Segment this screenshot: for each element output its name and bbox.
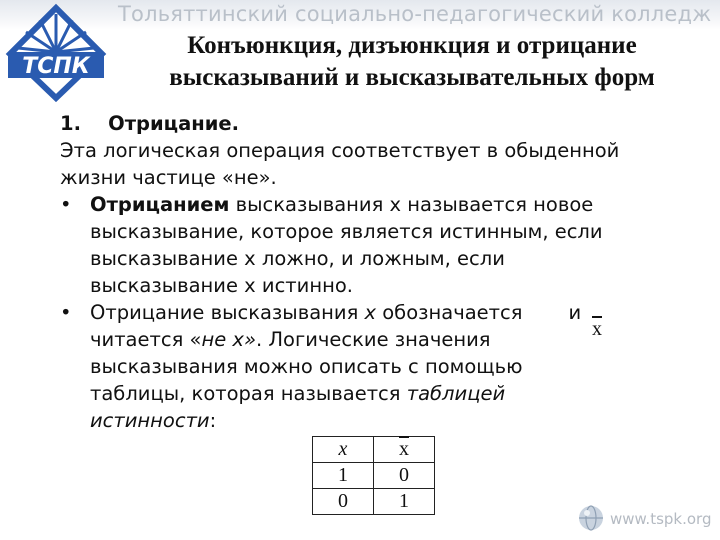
bullet-2-line-1-a: Отрицание высказывания [90,301,365,324]
truth-table-row [313,489,435,515]
truth-table [312,436,435,515]
bullet-2-line-4-italic: таблицей [406,382,506,405]
bullet-marker: • [60,193,72,216]
section-title: Отрицание. [108,112,240,135]
truth-table-cell: 1 [313,463,374,489]
globe-icon [578,505,604,531]
intro-line-2: жизни частице «не». [60,166,277,189]
bullet-2-line-5-end: : [209,409,217,432]
bullet-2-line-4-a: таблицы, которая называется [90,382,407,405]
title-line-2: высказываний и высказывательных форм [169,64,655,91]
bullet-2-line-4 [60,380,710,407]
bullet-1-line-3: высказывание х ложно, и ложным, если [90,247,505,270]
slide-title [112,30,712,94]
bullet-2-line-2-b: . Логические значения [255,328,491,351]
truth-table-cell: 1 [374,489,435,515]
bullet-2-line-5-italic: истинности [90,409,210,432]
bullet-2-line-5 [60,407,710,434]
truth-table-cell: 0 [313,489,374,515]
bullet-2-x: х [364,301,377,324]
college-name: Тольяттинский социально-педагогический колледж [118,2,712,26]
title-line-1: Конъюнкция, дизъюнкция и отрицание [187,32,637,59]
truth-table-row [313,463,435,489]
truth-table-header-row [313,437,435,463]
bullet-2-line-2 [60,326,710,353]
bullet-1-line-1 [60,191,710,218]
truth-table-header-not-x: $\overline{x}$ [374,437,435,463]
bullet-1-bold-term: Отрицанием [90,193,230,216]
section-number: 1. [60,112,81,135]
bullet-1-line-4: высказывание х истинно. [90,274,353,297]
bullet-1-line-1-rest: высказывания х называется новое [229,193,594,216]
intro-line-1: Эта логическая операция соответствует в обыденной [60,139,620,162]
bullet-2-line-1-b: обозначается [376,301,523,324]
bullet-2-line-3: высказывания можно описать с помощью [90,355,523,378]
college-logo [4,2,108,102]
bullet-1-line-2: высказывание, которое является истинным, если [90,220,603,243]
slide-body [60,110,710,434]
negation-symbol: $\overline{x}$ [592,318,602,340]
logo-text: ТСПК [22,54,90,79]
bullet-marker: • [60,301,72,324]
bullet-2-line-2-italic: не х» [201,328,256,351]
section-heading [60,110,710,137]
truth-table-cell: 0 [374,463,435,489]
bullet-2-line-1 [60,299,710,326]
bullet-2-line-1-end: и [568,301,582,324]
website-link[interactable]: www.tspk.org [610,510,712,528]
bullet-2-line-2-a: читается « [90,328,202,351]
truth-table-header-x: x [313,437,374,463]
